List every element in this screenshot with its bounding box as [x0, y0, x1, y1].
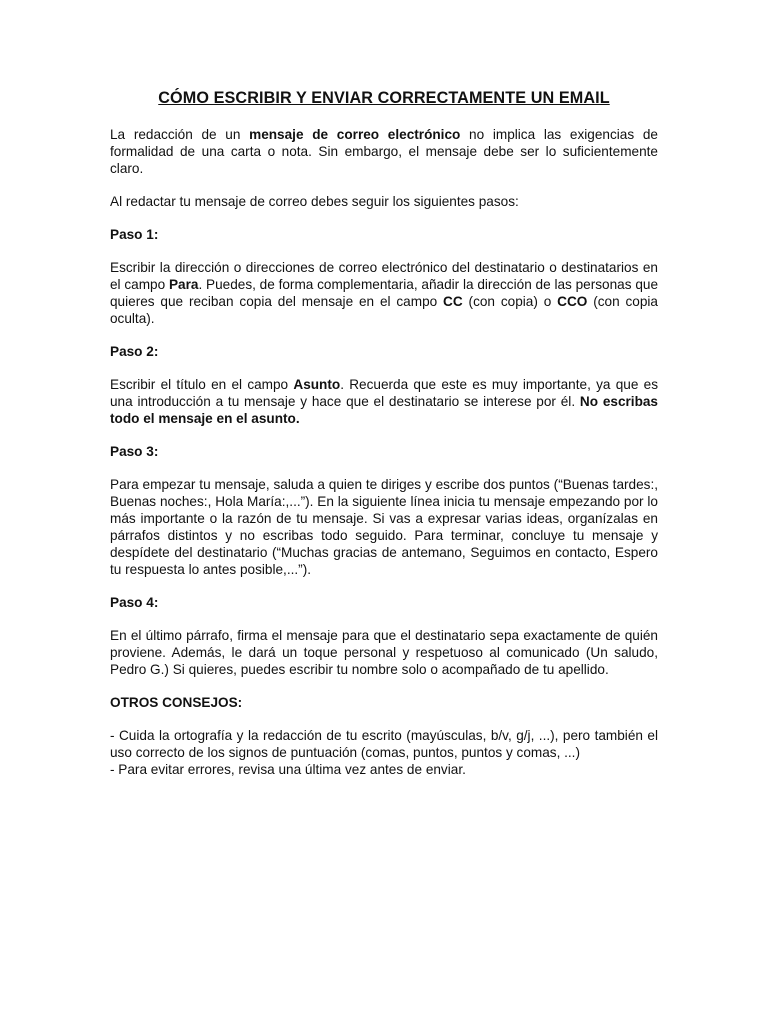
intro-text-after: no implica las exigencias de formalidad de una carta o nota. Sin embargo, el mensaje debe ser lo suficientemente claro.: [110, 127, 658, 176]
document-page: [110, 88, 658, 778]
step-2-paragraph: [110, 376, 658, 427]
document-title: CÓMO ESCRIBIR Y ENVIAR CORRECTAMENTE UN EMAIL: [158, 89, 610, 107]
tips-heading: OTROS CONSEJOS:: [110, 695, 243, 710]
step-1-text: (con copia oculta).: [110, 294, 658, 326]
tip-item-2: - Para evitar errores, revisa una última vez antes de enviar.: [110, 762, 466, 777]
field-cc-term: CC: [443, 294, 463, 309]
step-3-paragraph: Para empezar tu mensaje, saluda a quien te diriges y escribe dos puntos (“Buenas tardes:, Buenas noches:, Hola María:,...”). En la siguiente línea inicia tu mensaje empezando por lo más importante o la razón de tu mensaje. Si vas a expresar varias ideas, organízalas en párrafos distintos y no escribas todo seguido. Para terminar, concluye tu mensaje y despídete del destinatario (“Muchas gracias de antemano, Seguimos en contacto, Espero tu respuesta lo antes posible,...”).: [110, 477, 658, 577]
intro-paragraph: [110, 126, 658, 177]
step-4-paragraph: En el último párrafo, firma el mensaje para que el destinatario sepa exactamente de quién proviene. Además, le dará un toque personal y respetuoso al comunicado (Un saludo, Pedro G.) Si quieres, puedes escribir tu nombre solo o acompañado de tu apellido.: [110, 628, 658, 677]
step-1-heading: Paso 1:: [110, 227, 159, 242]
step-1-paragraph: [110, 259, 658, 327]
intro-bold-term: mensaje de correo electrónico: [249, 127, 461, 142]
field-para-term: Para: [168, 277, 199, 292]
field-asunto-term: Asunto: [293, 377, 341, 392]
step-1-text: . Puedes, de forma complementaria, añadir la dirección de las personas que quieres que reciban copia del mensaje en el campo: [110, 277, 658, 309]
intro-text-before: La redacción de un: [110, 127, 250, 142]
step-1-text: Escribir la dirección o direcciones de correo electrónico del destinatario o destinatarios en el campo: [110, 260, 658, 292]
step-2-warning: No escribas todo el mensaje en el asunto.: [110, 394, 658, 426]
step-2-text: Escribir el título en el campo: [110, 377, 294, 392]
field-cco-term: CCO: [557, 294, 588, 309]
step-2-text: . Recuerda que este es muy importante, ya que es una introducción a tu mensaje y hace que el destinatario se interese por él.: [110, 377, 658, 409]
lead-paragraph: Al redactar tu mensaje de correo debes seguir los siguientes pasos:: [110, 194, 519, 209]
step-1-text: (con copia) o: [462, 294, 558, 309]
step-2-heading: Paso 2:: [110, 344, 159, 359]
step-3-heading: Paso 3:: [110, 444, 159, 459]
tip-item-1: - Cuida la ortografía y la redacción de tu escrito (mayúsculas, b/v, g/j, ...), pero también el uso correcto de los signos de puntuación (comas, puntos, puntos y comas, ...): [110, 728, 658, 760]
step-4-heading: Paso 4:: [110, 595, 159, 610]
